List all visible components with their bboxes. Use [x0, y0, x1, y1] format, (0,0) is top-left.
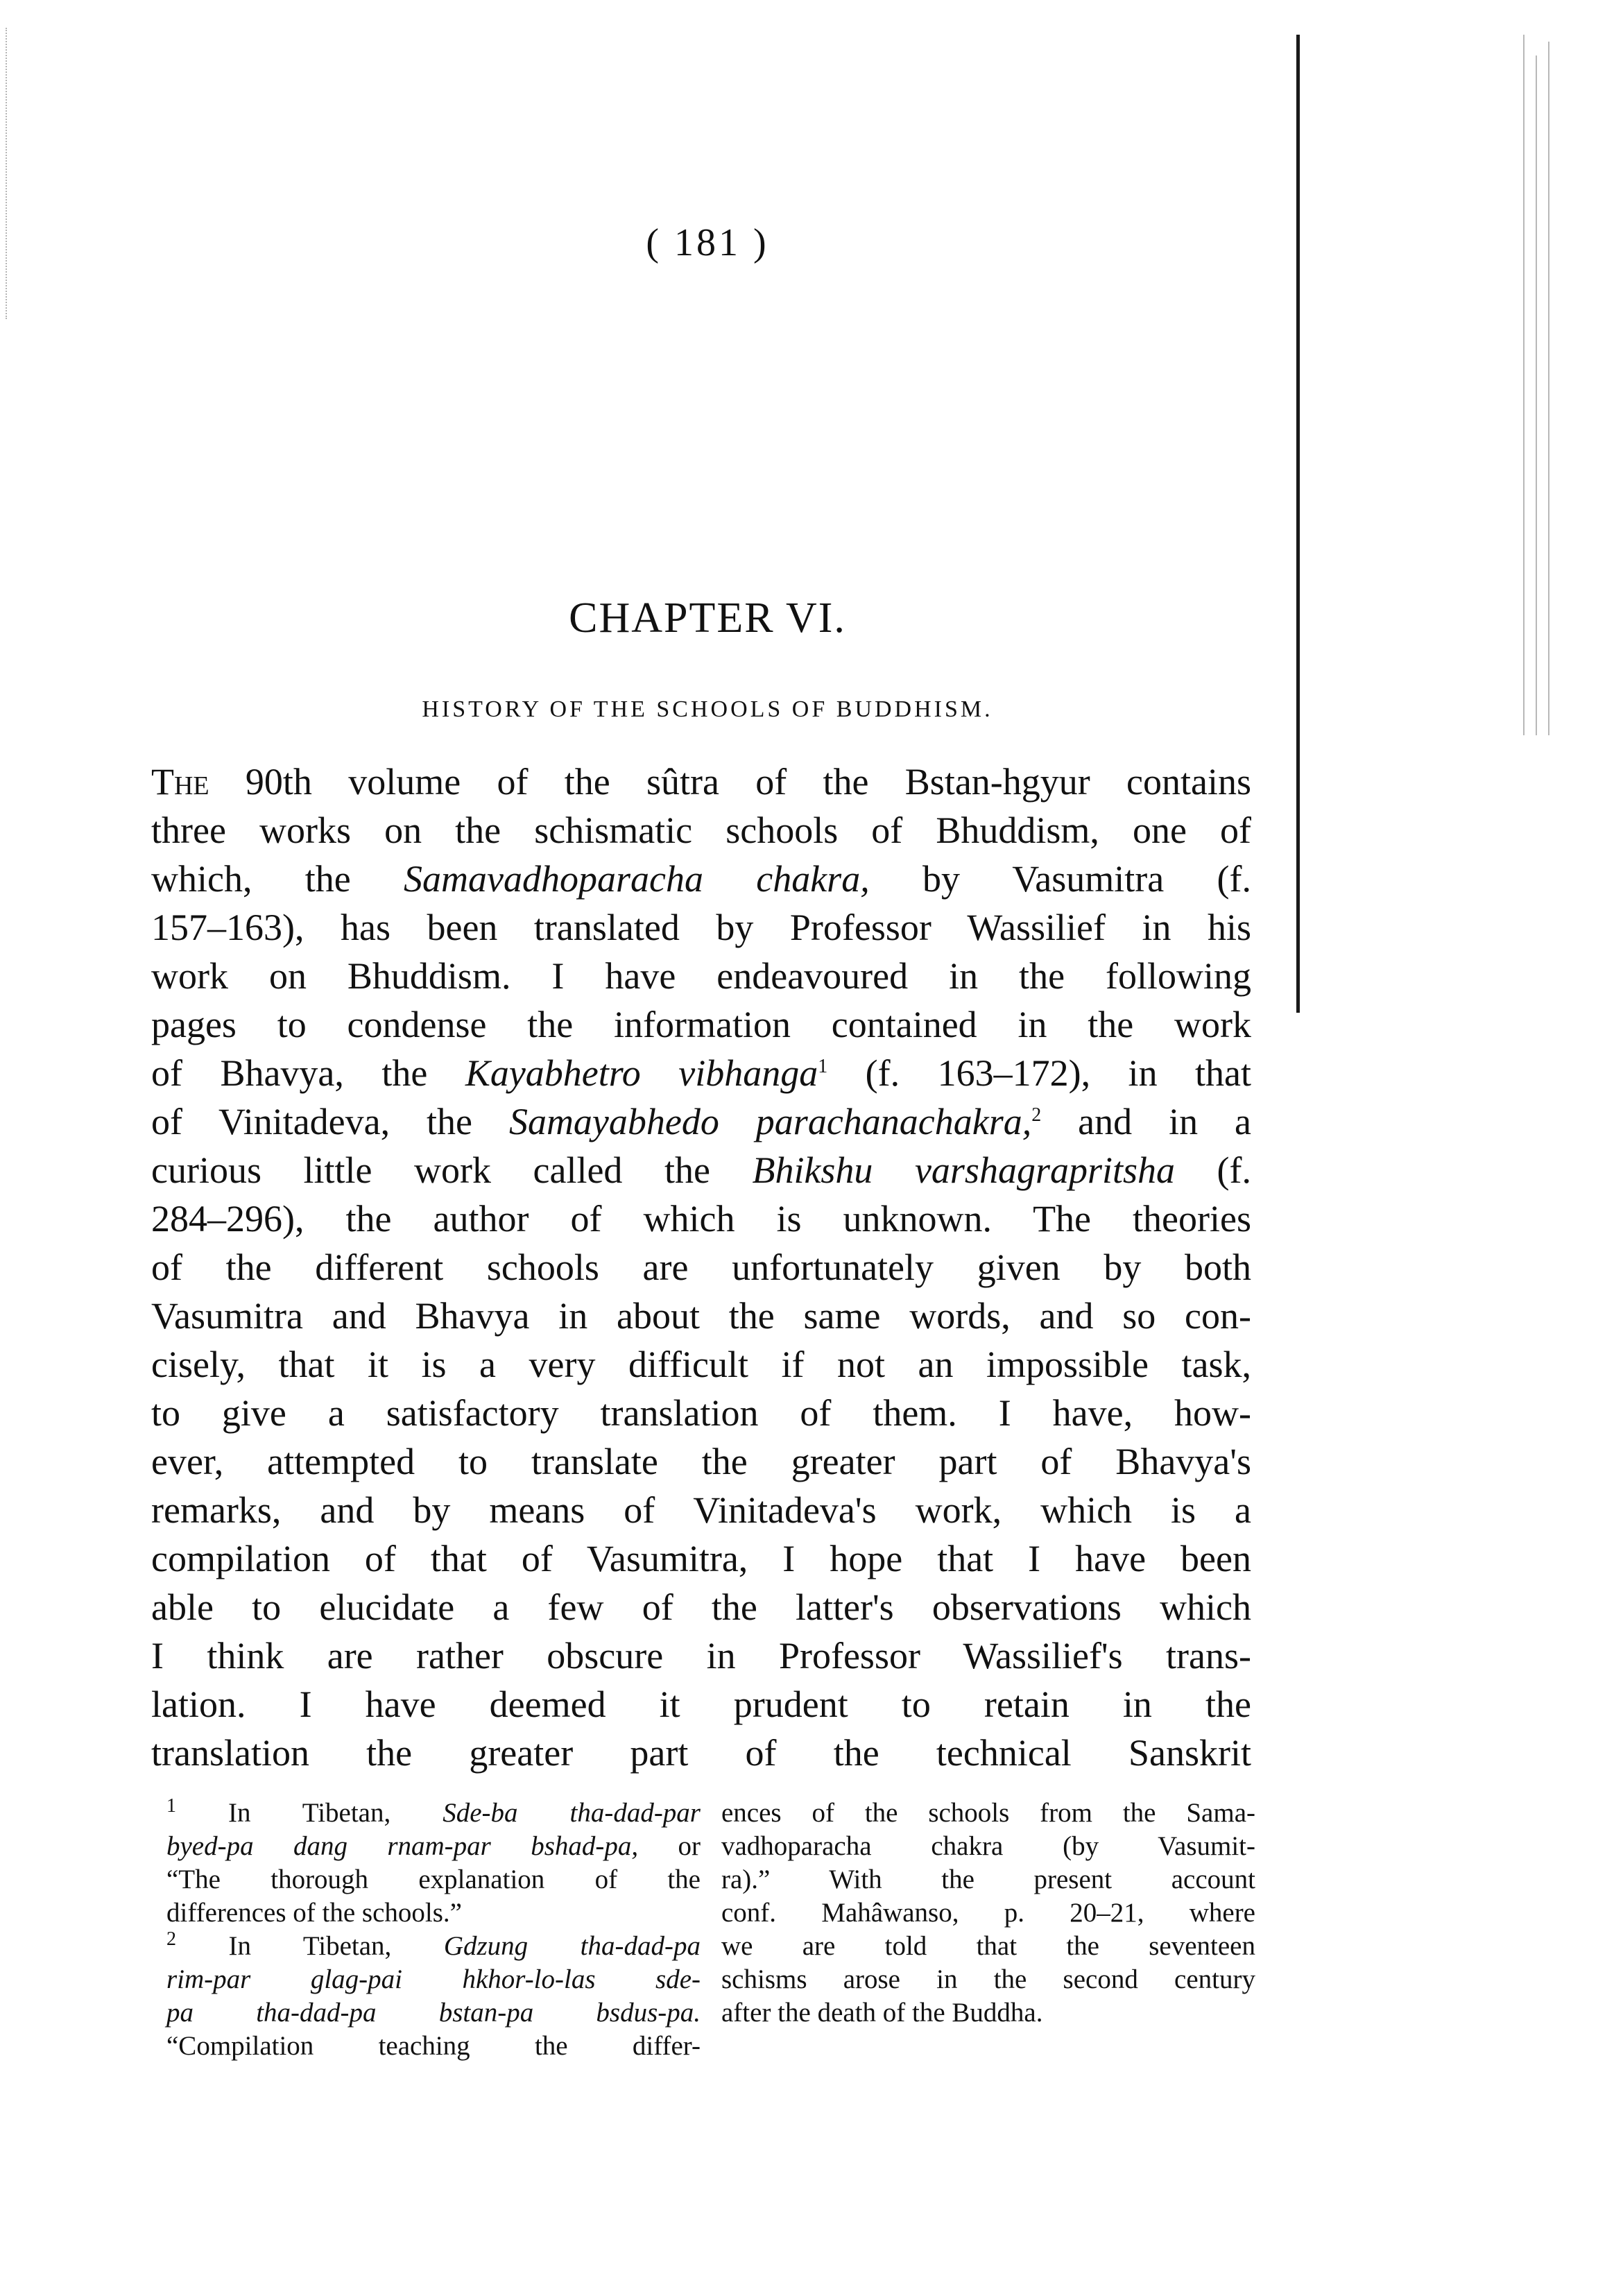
text-segment: Vasumitra and Bhavya in about the same words, and so con-: [151, 1295, 1251, 1337]
text-segment: lation. I have deemed it prudent to retain in the: [151, 1684, 1251, 1725]
footnote-line: [721, 1830, 1255, 1863]
scan-edge-line: [1523, 35, 1525, 735]
footnote-marker: 2: [166, 1928, 176, 1950]
footnote-line: [166, 1863, 701, 1896]
footnotes-left-column: [166, 1797, 701, 2063]
body-line: [151, 757, 1251, 806]
text-segment: Samavadhoparacha chakra,: [404, 858, 870, 900]
text-segment: byed-pa dang rnam-par bshad-pa,: [166, 1831, 639, 1861]
text-segment: In Tibetan,: [176, 1931, 444, 1961]
text-segment: three works on the schismatic schools of Bhuddism, one of: [151, 809, 1251, 851]
footnote-line: [721, 1996, 1255, 2030]
footnote-line: [721, 1896, 1255, 1930]
text-segment: which, the: [151, 858, 404, 900]
body-line: [151, 1000, 1251, 1049]
body-line: [151, 1631, 1251, 1680]
body-line: [151, 1194, 1251, 1243]
text-segment: schisms arose in the second century: [721, 1964, 1255, 1994]
body-line: [151, 952, 1251, 1000]
text-segment: able to elucidate a few of the latter's observations which: [151, 1586, 1251, 1628]
footnote-line: [721, 1863, 1255, 1896]
footnote-line: [166, 1996, 701, 2030]
footnote-line: [721, 1797, 1255, 1830]
body-line: [151, 1583, 1251, 1631]
footnote-line: [166, 1797, 701, 1830]
body-text: [151, 757, 1251, 1777]
body-line: [151, 1389, 1251, 1437]
text-segment: of Bhavya, the: [151, 1052, 465, 1094]
body-line: [151, 903, 1251, 952]
chapter-title: CHAPTER VI.: [569, 594, 846, 642]
body-line: [151, 855, 1251, 903]
text-segment: Bhikshu varshagrapritsha: [752, 1149, 1175, 1191]
text-segment: or: [638, 1831, 701, 1861]
text-segment: pa tha-dad-pa bstan-pa bsdus-pa.: [166, 1998, 701, 2028]
text-segment: Gdzung tha-dad-pa: [443, 1931, 701, 1961]
footnote-marker: 1: [818, 1056, 828, 1077]
scan-edge-marks: [6, 28, 8, 319]
text-segment: of the different schools are unfortunately given by both: [151, 1246, 1251, 1288]
text-segment: ever, attempted to translate the greater part of Bhavya's: [151, 1441, 1251, 1482]
footnote-line: [721, 1930, 1255, 1963]
text-segment: remarks, and by means of Vinitadeva's work, which is a: [151, 1489, 1251, 1531]
text-segment: cisely, that it is a very difficult if not an impossible task,: [151, 1344, 1251, 1385]
text-segment: Kayabhetro vibhanga: [465, 1052, 818, 1094]
text-segment: vadhoparacha chakra (by Vasumit-: [721, 1831, 1255, 1861]
footnote-line: [166, 1963, 701, 1996]
text-segment: compilation of that of Vasumitra, I hope that I have been: [151, 1538, 1251, 1579]
body-line: [151, 1534, 1251, 1583]
text-segment: translation the greater part of the technical Sanskrit: [151, 1732, 1251, 1774]
scan-binding-rule: [1296, 35, 1300, 1013]
text-segment: after the death of the Buddha.: [721, 1998, 1043, 2028]
body-line: [151, 1437, 1251, 1486]
footnote-line: [166, 1830, 701, 1863]
text-segment: differences of the schools.”: [166, 1898, 462, 1928]
text-segment: conf. Mahâwanso, p. 20–21, where: [721, 1898, 1255, 1928]
text-segment: 90th volume of the sûtra of the Bstan-hgyur contains: [209, 761, 1251, 803]
text-segment: rim-par glag-pai hkhor-lo-las sde-: [166, 1964, 701, 1994]
body-line: [151, 1680, 1251, 1729]
text-segment: I think are rather obscure in Professor Wassilief's trans-: [151, 1635, 1251, 1677]
body-line: [151, 1097, 1251, 1146]
text-segment: we are told that the seventeen: [721, 1931, 1255, 1961]
text-segment: 284–296), the author of which is unknown. The theories: [151, 1198, 1251, 1240]
body-line: [151, 806, 1251, 855]
text-segment: of Vinitadeva, the: [151, 1101, 509, 1142]
text-segment: pages to condense the information contained in the work: [151, 1004, 1251, 1045]
text-segment: and in a: [1041, 1101, 1251, 1142]
text-segment: Sde-ba tha-dad-par: [443, 1798, 701, 1828]
text-segment: 157–163), has been translated by Professor Wassilief in his: [151, 907, 1251, 948]
text-segment: (f. 163–172), in that: [827, 1052, 1252, 1094]
body-line: [151, 1486, 1251, 1534]
text-segment: In Tibetan,: [176, 1798, 443, 1828]
body-line: [151, 1243, 1251, 1292]
text-segment: The: [151, 761, 209, 803]
text-segment: ences of the schools from the Sama-: [721, 1798, 1255, 1828]
scan-edge-line: [1548, 42, 1549, 735]
text-segment: ra).” With the present account: [721, 1865, 1255, 1894]
footnote-line: [166, 2030, 701, 2063]
page-number: ( 181 ): [646, 221, 769, 264]
footnote-line: [166, 1896, 701, 1930]
text-segment: “The thorough explanation of the: [166, 1865, 701, 1894]
text-segment: (f.: [1175, 1149, 1251, 1191]
text-segment: to give a satisfactory translation of them. I have, how-: [151, 1392, 1251, 1434]
footnote-marker: 1: [166, 1795, 176, 1817]
footnotes-right-column: [721, 1797, 1255, 2030]
text-segment: by Vasumitra (f.: [869, 858, 1251, 900]
text-segment: Samayabhedo parachanachakra,: [508, 1101, 1032, 1142]
body-line: [151, 1146, 1251, 1194]
footnote-line: [721, 1963, 1255, 1996]
section-title: HISTORY OF THE SCHOOLS OF BUDDHISM.: [422, 696, 993, 722]
text-segment: curious little work called the: [151, 1149, 753, 1191]
scan-edge-line: [1536, 55, 1537, 735]
footnote-marker: 2: [1031, 1104, 1042, 1126]
body-line: [151, 1729, 1251, 1777]
body-line: [151, 1049, 1251, 1097]
text-segment: “Compilation teaching the differ-: [166, 2031, 701, 2061]
footnote-line: [166, 1930, 701, 1963]
body-line: [151, 1292, 1251, 1340]
body-line: [151, 1340, 1251, 1389]
text-segment: work on Bhuddism. I have endeavoured in the following: [151, 955, 1251, 997]
